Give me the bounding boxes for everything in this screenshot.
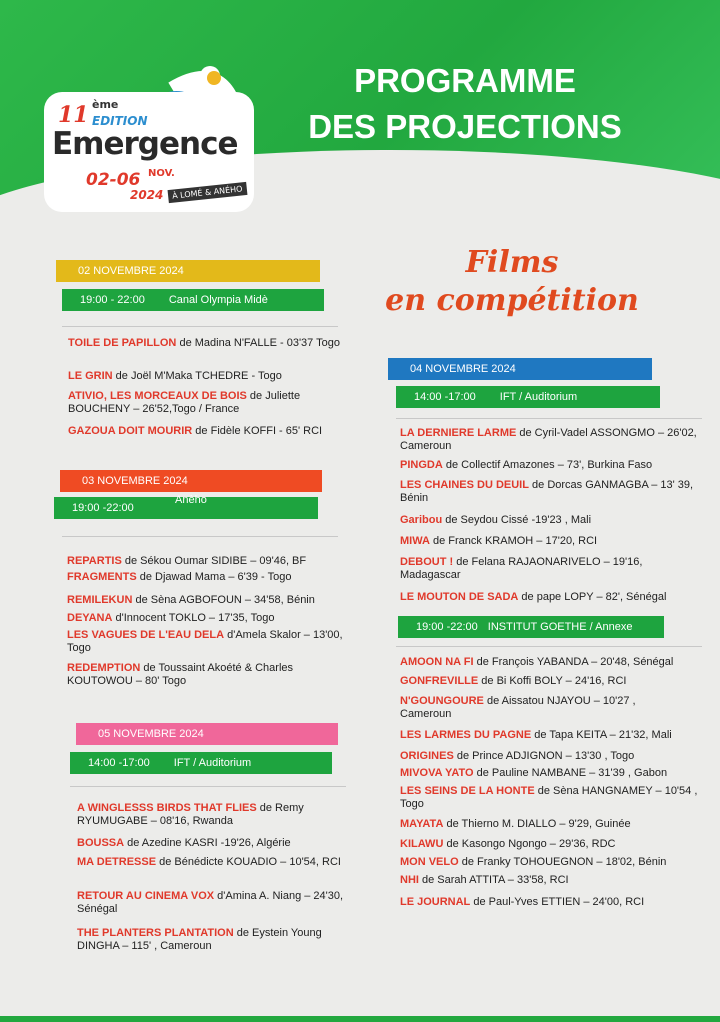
logo-name: Emergence [52, 126, 238, 162]
film-item: LE GRIN de Joël M'Maka TCHEDRE - Togo [68, 370, 282, 382]
logo-edition-number: 11 [58, 102, 89, 128]
date-bar-nov5: 05 NOVEMBRE 2024 [76, 723, 338, 745]
time-bar-nov5 [70, 752, 332, 774]
logo-place: À LOMÉ & ANÉHO [168, 182, 248, 203]
film-item: REPARTIS de Sékou Oumar SIDIBE – 09'46, BF [67, 555, 307, 567]
divider [62, 326, 338, 327]
film-item: LES VAGUES DE L'EAU DELA d'Amela Skalor – 13'00, Togo [67, 629, 343, 654]
time-bar-nov2 [62, 289, 324, 311]
venue-nov5: IFT / Auditorium [173, 757, 252, 769]
time-bar-nov4-evening [398, 616, 664, 638]
film-item: MIVOVA YATO de Pauline NAMBANE – 31'39 , Gabon [400, 767, 668, 779]
divider [396, 418, 702, 419]
logo-year: 2024 [130, 188, 164, 202]
film-item: PINGDA de Collectif Amazones – 73', Burkina Faso [400, 459, 653, 471]
films-heading [382, 244, 642, 320]
divider [70, 786, 346, 787]
date-bar-nov3: 03 NOVEMBRE 2024 [60, 470, 322, 492]
logo-edition-word: EDITION [92, 114, 148, 128]
logo-dates: 02-06 [86, 170, 141, 190]
film-item: KILAWU de Kasongo Ngongo – 29'36, RDC [400, 838, 616, 850]
venue-nov4: IFT / Auditorium [499, 391, 578, 403]
film-item: NHI de Sarah ATTITA – 33'58, RCI [400, 874, 569, 886]
venue-nov2: Canal Olympia Midè [168, 294, 268, 306]
film-item: LES CHAINES DU DEUIL de Dorcas GANMAGBA – 13' 39, Bénin [400, 479, 694, 504]
festival-logo [34, 62, 274, 232]
time-nov5: 14:00 -17:00 [88, 757, 150, 769]
date-bar-nov2: 02 NOVEMBRE 2024 [56, 260, 320, 282]
time-nov2: 19:00 - 22:00 [80, 294, 145, 306]
film-item: AMOON NA FI de François YABANDA – 20'48, Sénégal [400, 656, 674, 668]
film-item: DEYANA d'Innocent TOKLO – 17'35, Togo [67, 612, 275, 624]
time-bar-nov4 [396, 386, 660, 408]
logo-edition-suffix: ème [92, 98, 119, 111]
film-item: MIWA de Franck KRAMOH – 17'20, RCI [400, 535, 598, 547]
time-nov4: 14:00 -17:00 [414, 391, 476, 403]
film-item: DEBOUT ! de Felana RAJAONARIVELO – 19'16, Madagascar [400, 556, 643, 581]
film-item: THE PLANTERS PLANTATION de Eystein Young DINGHA – 115' , Cameroun [77, 927, 322, 952]
bottom-bar [0, 1016, 720, 1022]
film-item: ORIGINES de Prince ADJIGNON – 13'30 , Togo [400, 750, 635, 762]
film-item: RETOUR AU CINEMA VOX d'Amina A. Niang – 24'30, Sénégal [77, 890, 344, 915]
film-item: TOILE DE PAPILLON de Madina N'FALLE - 03'37 Togo [68, 337, 340, 349]
film-item: BOUSSA de Azedine KASRI -19'26, Algérie [77, 837, 291, 849]
divider [62, 536, 338, 537]
film-item: ATIVIO, LES MORCEAUX DE BOIS de Juliette BOUCHENY – 26'52,Togo / France [68, 390, 301, 415]
date-bar-nov4: 04 NOVEMBRE 2024 [388, 358, 652, 380]
page-title [250, 58, 680, 150]
logo-month: NOV. [148, 168, 175, 179]
film-item: MAYATA de Thierno M. DIALLO – 9'29, Guinée [400, 818, 631, 830]
page-title-line2: DES PROJECTIONS [308, 108, 622, 145]
film-item: GONFREVILLE de Bi Koffi BOLY – 24'16, RCI [400, 675, 627, 687]
film-item: N'GOUNGOURE de Aissatou NJAYOU – 10'27 , Cameroun [400, 695, 636, 720]
divider [396, 646, 702, 647]
venue-nov4-evening: INSTITUT GOETHE / Annexe [487, 621, 633, 633]
film-item: GAZOUA DOIT MOURIR de Fidèle KOFFI - 65' RCI [68, 425, 323, 437]
film-item: MA DETRESSE de Bénédicte KOUADIO – 10'54, RCI [77, 856, 341, 868]
film-item: LES LARMES DU PAGNE de Tapa KEITA – 21'32, Mali [400, 729, 672, 741]
film-item: LE JOURNAL de Paul-Yves ETTIEN – 24'00, RCI [400, 896, 645, 908]
place-nov3: Anèho [175, 494, 207, 506]
film-item: LE MOUTON DE SADA de pape LOPY – 82', Sénégal [400, 591, 667, 603]
film-item: REDEMPTION de Toussaint Akoété & Charles KOUTOWOU – 80' Togo [67, 662, 294, 687]
page-title-line1: PROGRAMME [354, 62, 576, 99]
time-nov3: 19:00 -22:00 [72, 502, 134, 514]
films-heading-line1: Films [465, 245, 559, 280]
film-item: MON VELO de Franky TOHOUEGNON – 18'02, Bénin [400, 856, 667, 868]
film-item: Garibou de Seydou Cissé -19'23 , Mali [400, 514, 592, 526]
film-item: LA DERNIERE LARME de Cyril-Vadel ASSONGMO – 26'02, Cameroun [400, 427, 697, 452]
film-item: REMILEKUN de Sèna AGBOFOUN – 34'58, Bénin [67, 594, 315, 606]
time-nov4-evening: 19:00 -22:00 [416, 621, 478, 633]
film-item: LES SEINS DE LA HONTE de Sèna HANGNAMEY – 10'54 , Togo [400, 785, 698, 810]
films-heading-line2: en compétition [385, 283, 639, 318]
film-item: A WINGLESSS BIRDS THAT FLIES de Remy RYUMUGABE – 08'16, Rwanda [77, 802, 304, 827]
film-item: FRAGMENTS de Djawad Mama – 6'39 - Togo [67, 571, 292, 583]
